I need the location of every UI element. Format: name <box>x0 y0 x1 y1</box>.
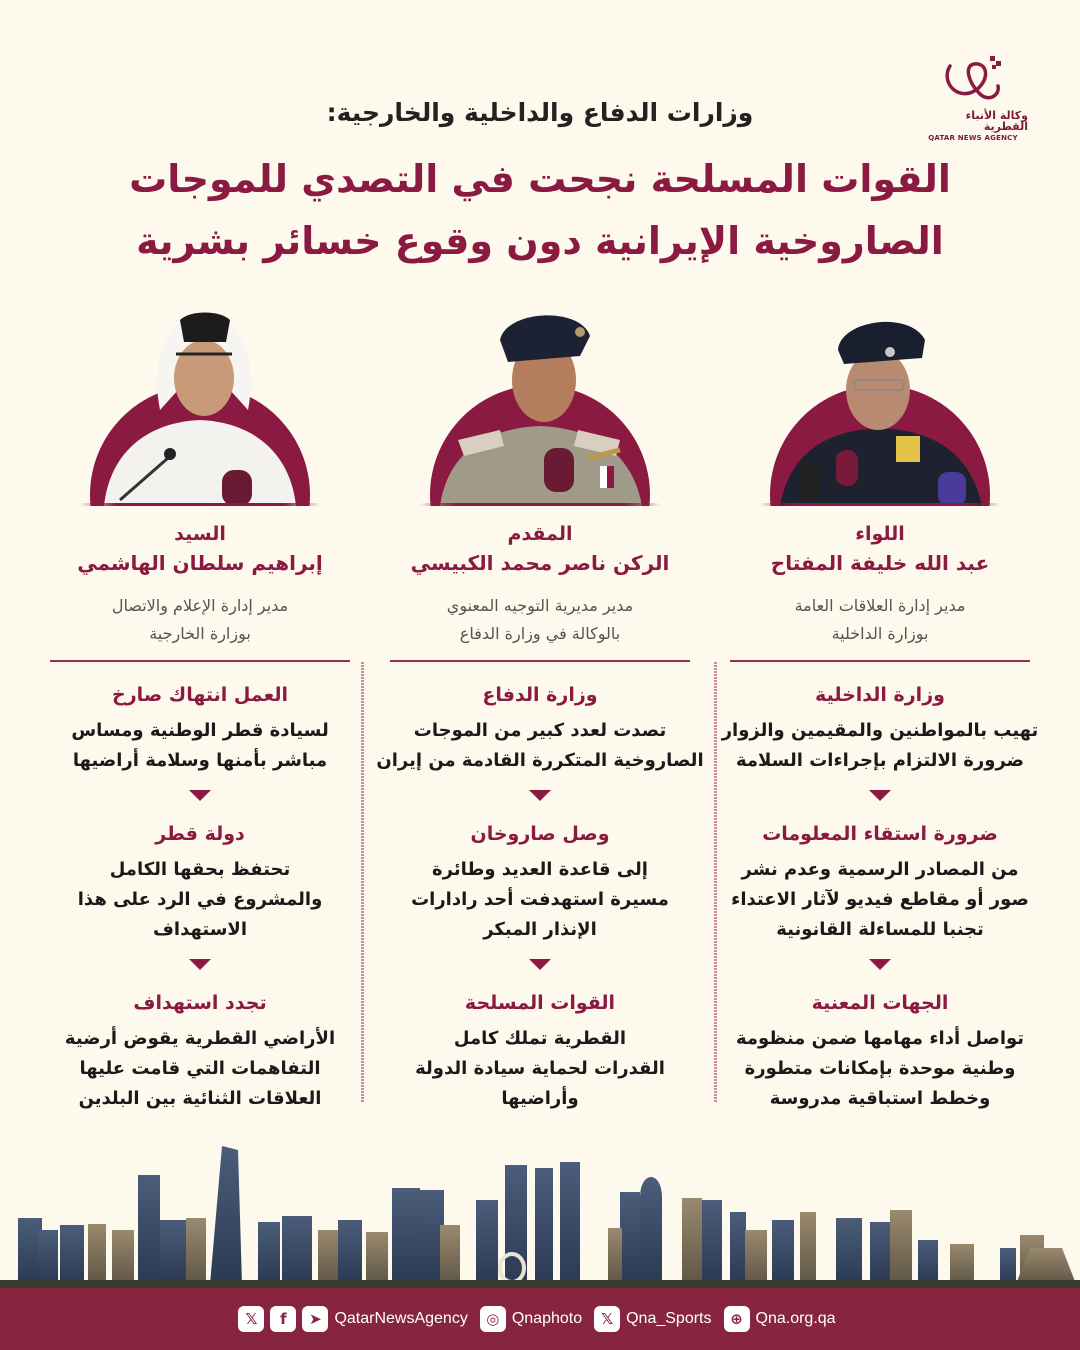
statement-line: مباشر بأمنها وسلامة أراضيها <box>72 750 328 771</box>
statement-line: القدرات لحماية سيادة الدولة <box>415 1058 665 1079</box>
statement-line: التفاهمات التي قامت عليها <box>79 1058 321 1079</box>
logo-english-text: QATAR NEWS AGENCY <box>928 134 1018 142</box>
down-arrow-icon <box>869 959 891 970</box>
statement-title: الجهات المعنية <box>811 992 949 1014</box>
statement-line: الصاروخية المتكررة القادمة من إيران <box>376 750 704 771</box>
speaker-photo <box>420 300 660 506</box>
speaker-photo <box>80 300 320 506</box>
speaker-role <box>112 592 288 648</box>
statement-line: تجنبا للمساءلة القانونية <box>776 919 984 940</box>
column-divider <box>714 662 717 1102</box>
website-link[interactable]: Qna.org.qa <box>755 1310 836 1327</box>
role-line-1: مدير مديرية التوجيه المعنوي <box>446 596 634 615</box>
role-line-1: مدير إدارة العلاقات العامة <box>794 596 966 615</box>
statement-title: وزارة الداخلية <box>815 684 945 706</box>
speaker-figure-ghutra <box>80 300 320 506</box>
speaker-column-interior <box>710 300 1050 1114</box>
section-divider <box>50 660 350 662</box>
column-divider <box>361 662 364 1102</box>
statement-line: وطنية موحدة بإمكانات متطورة <box>744 1058 1016 1079</box>
instagram-icon[interactable]: ◎ <box>480 1306 506 1332</box>
qna-logo <box>918 52 1028 142</box>
handle-qna-sports[interactable]: Qna_Sports <box>626 1310 712 1327</box>
logo-arabic-text: وكالة الأنباء القطرية <box>965 109 1028 133</box>
statement-line: تواصل أداء مهامها ضمن منظومة <box>735 1028 1025 1049</box>
speaker-column-foreign-affairs <box>30 300 370 1114</box>
statement-body <box>722 716 1039 776</box>
statement-body <box>65 1024 335 1114</box>
x-icon[interactable]: 𝕏 <box>238 1306 264 1332</box>
statement-line: تهيب بالمواطنين والمقيمين والزوار <box>721 720 1039 741</box>
statement-line: وأراضيها <box>501 1088 579 1109</box>
down-arrow-icon <box>869 790 891 801</box>
statement-line: العلاقات الثنائية بين البلدين <box>78 1088 322 1109</box>
speaker-rank: السيد <box>174 523 226 545</box>
statement-title: وصل صاروخان <box>470 823 610 845</box>
down-arrow-icon <box>189 790 211 801</box>
x-icon[interactable]: 𝕏 <box>594 1306 620 1332</box>
statement-body <box>415 1024 665 1114</box>
photo-baseline <box>80 503 320 506</box>
headline-line-1: القوات المسلحة نجحت في التصدي للموجات <box>129 157 951 201</box>
role-line-2: بوزارة الداخلية <box>831 624 929 643</box>
statement-line: إلى قاعدة العديد وطائرة <box>432 859 648 880</box>
statement-line: الأراضي القطرية يقوض أرضية <box>64 1028 336 1049</box>
headline <box>0 148 1080 272</box>
speaker-rank: اللواء <box>855 523 905 545</box>
statement-title: تجدد استهداف <box>133 992 267 1014</box>
speaker-role <box>795 592 966 648</box>
statement-title: دولة قطر <box>155 823 245 845</box>
supertitle: وزارات الدفاع والداخلية والخارجية: <box>326 98 754 127</box>
statement-body <box>78 855 323 945</box>
photo-baseline <box>760 503 1000 506</box>
speaker-role <box>447 592 633 648</box>
headline-line-2: الصاروخية الإيرانية دون وقوع خسائر بشرية <box>136 219 944 263</box>
statement-title: القوات المسلحة <box>464 992 616 1014</box>
statement-title: العمل انتهاك صارخ <box>112 684 288 706</box>
statement-line: الاستهداف <box>153 919 247 940</box>
role-line-2: بوزارة الخارجية <box>149 624 251 643</box>
statement-line: تحتفظ بحقها الكامل <box>109 859 291 880</box>
section-divider <box>730 660 1030 662</box>
role-line-2: بالوكالة في وزارة الدفاع <box>459 624 621 643</box>
speaker-name: عبد الله خليفة المفتاح <box>770 551 990 575</box>
section-divider <box>390 660 690 662</box>
role-line-1: مدير إدارة الإعلام والاتصال <box>111 596 289 615</box>
statement-title: ضرورة استقاء المعلومات <box>762 823 998 845</box>
telegram-icon[interactable]: ➤ <box>302 1306 328 1332</box>
statement-line: مسيرة استهدفت أحد رادارات <box>411 889 669 910</box>
handle-qatarnewsagency[interactable]: QatarNewsAgency <box>334 1310 468 1327</box>
speaker-name: الركن ناصر محمد الكبيسي <box>410 551 670 575</box>
statement-line: لسيادة قطر الوطنية ومساس <box>71 720 329 741</box>
speaker-figure-military <box>420 300 660 506</box>
social-footer <box>0 1288 1080 1350</box>
down-arrow-icon <box>189 959 211 970</box>
statement-line: صور أو مقاطع فيديو لآثار الاعتداء <box>731 889 1029 910</box>
statement-title: وزارة الدفاع <box>482 684 598 706</box>
statement-line: ضرورة الالتزام بإجراءات السلامة <box>735 750 1025 771</box>
statement-body <box>736 1024 1024 1114</box>
statement-body <box>731 855 1029 945</box>
globe-icon[interactable]: ⊕ <box>724 1306 750 1332</box>
photo-baseline <box>420 503 660 506</box>
statement-line: القطرية تملك كامل <box>453 1028 627 1049</box>
speaker-figure-police <box>760 300 1000 506</box>
statement-body <box>411 855 669 945</box>
facebook-icon[interactable]: f <box>270 1306 296 1332</box>
statement-line: تصدت لعدد كبير من الموجات <box>413 720 667 741</box>
handle-qnaphoto[interactable]: Qnaphoto <box>511 1310 583 1327</box>
statement-line: من المصادر الرسمية وعدم نشر <box>741 859 1019 880</box>
statement-body <box>71 716 328 776</box>
speaker-name: إبراهيم سلطان الهاشمي <box>77 551 323 575</box>
speaker-photo <box>760 300 1000 506</box>
speaker-columns <box>30 300 1050 1114</box>
statement-body <box>376 716 703 776</box>
statement-line: والمشروع في الرد على هذا <box>77 889 323 910</box>
speaker-rank: المقدم <box>507 523 573 545</box>
statement-line: وخطط استباقية مدروسة <box>769 1088 991 1109</box>
speaker-column-defence <box>370 300 710 1114</box>
down-arrow-icon <box>529 790 551 801</box>
statement-line: الإنذار المبكر <box>483 919 597 940</box>
down-arrow-icon <box>529 959 551 970</box>
doha-skyline-illustration <box>0 1130 1080 1290</box>
